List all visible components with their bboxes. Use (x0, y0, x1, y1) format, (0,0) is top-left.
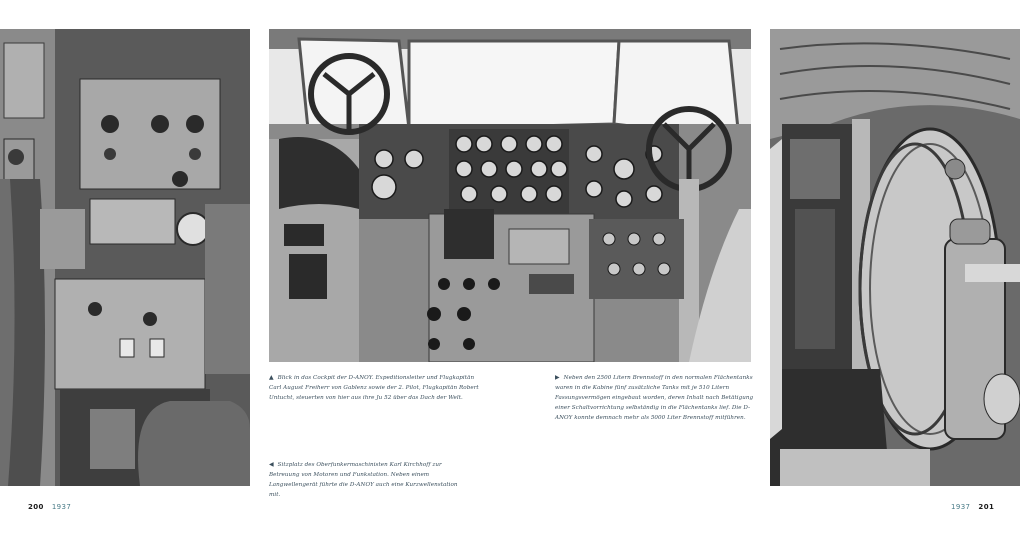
caption-arrow-right-icon: ▶ (555, 374, 560, 381)
caption-fuel-tanks-text: Neben den 2500 Litern Brennstoff in den normalen Flächentanks waren in die Kabine fünf zusätzliche Tanks mit je 510 Litern Fassungsvermögen eingebaut worden, deren Inhalt nach Betätigung einer Schaltvorrichtung selbständig in die Flächentanks lief. Die D-ANOY konnte demnach mehr als 5000 Liter Brennstoff mitführen. (555, 375, 754, 421)
photo-cabin-tanks (770, 29, 1020, 486)
running-head-year-left: 1937 (51, 503, 72, 511)
caption-radio-seat-text: Sitzplatz des Oberfunkermaschinisten Karl Kirchhoff zur Betreuung von Motoren und Funkstation. Neben einem Langwellengerät führte die D-ANOY auch eine Kurzwellenstation mit. (269, 462, 458, 498)
caption-fuel-tanks (555, 373, 755, 423)
page-number-left: 200 (28, 503, 44, 511)
caption-arrow-up-icon: ▲ (269, 374, 274, 381)
caption-cockpit-text: Blick in das Cockpit der D-ANOY. Expeditionsleiter und Flugkapitän Carl August Freiherr von Gablenz sowie der 2. Pilot, Flugkapitän Robert Untucht, steuerten von hier aus ihre Ju 52 über das Dach der Welt. (269, 375, 479, 401)
page-number-right: 201 (978, 503, 995, 511)
folio-right (951, 503, 994, 511)
caption-cockpit (269, 373, 484, 403)
caption-radio-seat (269, 460, 469, 500)
caption-arrow-left-icon: ◀ (269, 461, 274, 468)
folio-left (28, 503, 71, 511)
running-head-year-right: 1937 (951, 503, 971, 511)
photo-radio-station (0, 29, 250, 486)
photo-cockpit (269, 29, 751, 362)
